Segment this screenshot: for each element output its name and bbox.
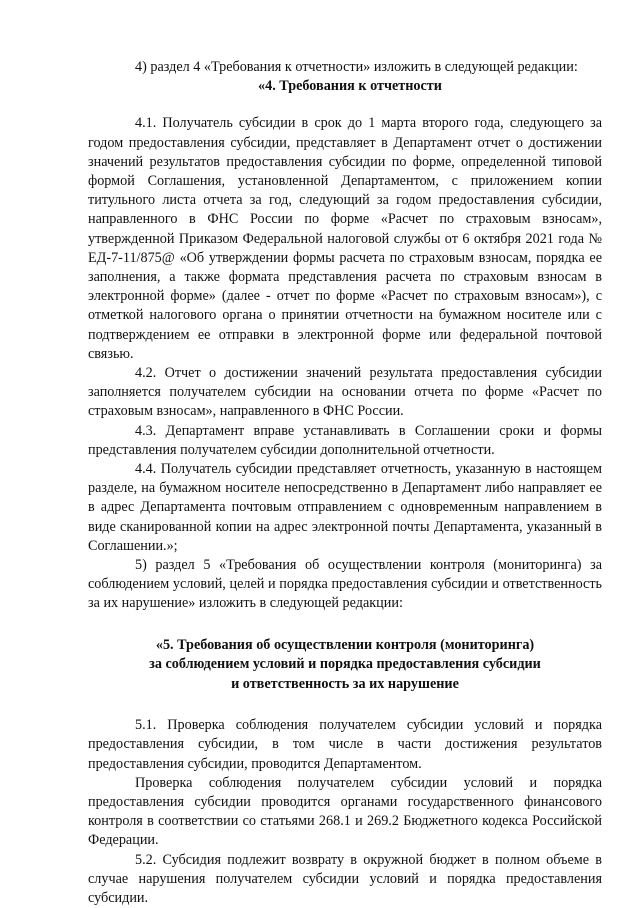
paragraph-5-1: 5.1. Проверка соблюдения получателем субсидии условий и порядка предоставления субсидии, в том числе в части достижения результатов предоставления субсидии, проводится Департаментом.: [88, 717, 602, 772]
section-5-heading-line-3: и ответственность за их нарушение: [231, 675, 459, 692]
paragraph-4-4: 4.4. Получатель субсидии представляет отчетность, указанную в настоящем разделе, на бумажном носителе непосредственно в Департамент либо направляет ее в адрес Департамента почтовым отправлением с одновременным направлением в виде сканированной копии на адрес электронной почты Департамента, указанный в Соглашении.»;: [88, 461, 602, 554]
section-5-heading-line-1: «5. Требования об осуществлении контроля (мониторинга): [155, 636, 535, 653]
paragraph-4-2: 4.2. Отчет о достижении значений результата предоставления субсидии заполняется получателем субсидии на основании отчета по форме «Расчет по страховым взносам», направленного в ФНС России.: [88, 365, 602, 420]
section-5-heading-line-2: за соблюдением условий и порядка предоставления субсидии: [149, 656, 541, 673]
spacer: [88, 614, 602, 636]
intro-paragraph: 4) раздел 4 «Требования к отчетности» изложить в следующей редакции:: [135, 59, 578, 75]
spacer: [88, 96, 602, 114]
section-4-heading: «4. Требования к отчетности: [258, 78, 442, 95]
paragraph-5-1-continued: Проверка соблюдения получателем субсидии условий и порядка предоставления субсидии проводится органами государственного финансового контроля в соответствии со статьями 268.1 и 269.2 Бюджетного кодекса Российской Федерации.: [88, 774, 602, 849]
document-page: [88, 58, 602, 908]
paragraph-4-1: 4.1. Получатель субсидии в срок до 1 марта второго года, следующего за годом предоставления субсидии, представляет в Департамент отчет о достижении значений результатов предоставления субсидии по форме, определенной типовой формой Соглашения, установленной Департаментом, с приложением копии титульного листа отчета за год, следующий за годом предоставления субсидии, направленного в ФНС России по форме «Расчет по страховым взносам», утвержденной Приказом Федеральной налоговой службы от 6 октября 2021 года № ЕД-7-11/875@ «Об утверждении формы расчета по страховым взносам, порядка ее заполнения, а также формата представления расчета по страховым взносам в электронной форме» (далее - отчет по форме «Расчет по страховым взносам»), с отметкой налогового органа о принятии отчетности на бумажном носителе или с подтверждением ее отправки в электронной форме или федеральной почтовой связью.: [88, 115, 602, 362]
paragraph-4-3: 4.3. Департамент вправе устанавливать в Соглашении сроки и формы представления получателем субсидии дополнительной отчетности.: [88, 422, 602, 458]
spacer: [88, 694, 602, 716]
section-5-intro-paragraph: 5) раздел 5 «Требования об осуществлении контроля (мониторинга) за соблюдением условий, целей и порядка предоставления субсидии и ответственность за их нарушение» изложить в следующей редакции:: [88, 557, 602, 612]
paragraph-5-2: 5.2. Субсидия подлежит возврату в окружной бюджет в полном объеме в случае нарушения получателем субсидии условий и порядка предоставления субсидии.: [88, 851, 602, 907]
